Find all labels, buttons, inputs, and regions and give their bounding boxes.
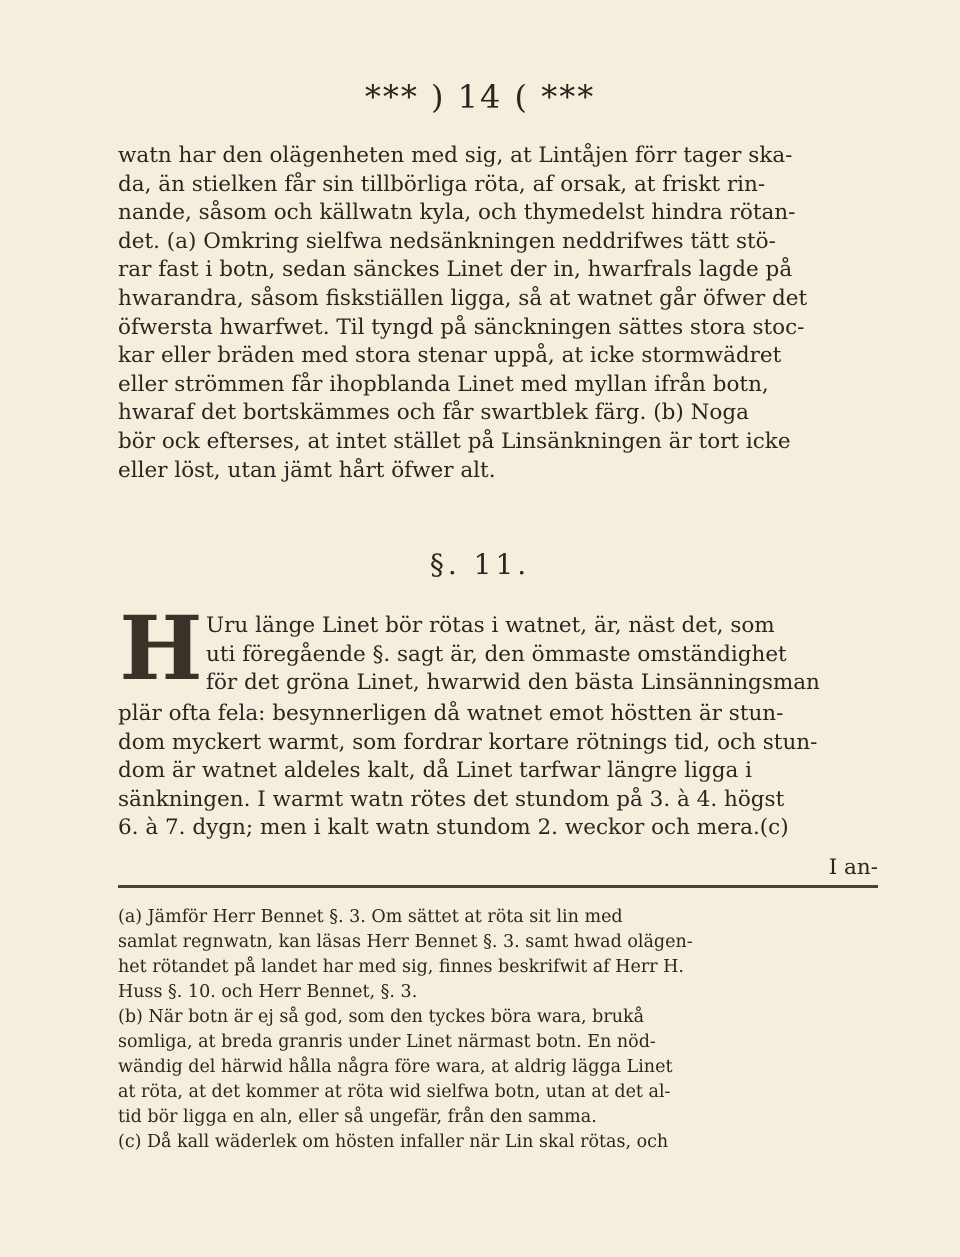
footnote-line: het rötandet på landet har med sig, finnes beskrifwit af Herr H. — [118, 957, 684, 977]
text-line: dom är watnet aldeles kalt, då Linet tarfwar längre ligga i — [118, 758, 753, 784]
text-line: bör ock efterses, at intet stället på Linsänkningen är tort icke — [118, 428, 791, 454]
footnote-line: tid bör ligga en aln, eller så ungefär, från den samma. — [118, 1107, 597, 1127]
text-line: rar fast i botn, sedan sänckes Linet der in, hwarfrals lagde på — [118, 257, 793, 283]
footnote-line: somliga, at breda granris under Linet närmast botn. En nöd- — [118, 1032, 656, 1052]
paragraph-2 — [118, 700, 878, 843]
text-line: kar eller bräden med stora stenar uppå, at icke stormwädret — [118, 343, 782, 369]
text-line: Uru länge Linet bör rötas i watnet, är, näst det, som — [206, 613, 775, 638]
paragraph-1 — [118, 142, 878, 485]
footnotes — [118, 905, 878, 1155]
text-line: plär ofta fela: besynnerligen då watnet emot höstten är stun- — [118, 701, 784, 726]
paragraph-2-opening — [206, 612, 878, 698]
text-line: öfwersta hwarfwet. Til tyngd på sänckningen sättes stora stoc- — [118, 314, 805, 340]
text-line: sänkningen. I warmt watn rötes det stundom på 3. à 4. högst — [118, 786, 785, 812]
section-title: §. 11. — [429, 548, 531, 581]
footnote-line: at röta, at det kommer at röta wid sielfwa botn, utan at det al- — [118, 1082, 671, 1102]
text-line: dom myckert warmt, som fordrar kortare rötnings tid, och stun- — [118, 729, 818, 755]
text-line: nande, såsom och källwatn kyla, och thymedelst hindra rötan- — [118, 200, 796, 226]
footnote-line: (c) Då kall wäderlek om hösten infaller när Lin skal rötas, och — [118, 1132, 669, 1152]
text-line: det. (a) Omkring sielfwa nedsänkningen neddrifwes tätt stö- — [118, 228, 776, 254]
text-line: da, än stielken får sin tillbörliga röta, af orsak, at friskt rin- — [118, 171, 766, 197]
catchword: I an- — [828, 855, 878, 880]
footnote-line: (a) Jämför Herr Bennet §. 3. Om sättet at röta sit lin med — [118, 907, 623, 927]
text-line: watn har den olägenheten med sig, at Lintåjen förr tager ska- — [118, 143, 793, 168]
text-line: hwaraf det bortskämmes och får swartblek färg. (b) Noga — [118, 400, 749, 426]
page-header: *** ) 14 ( *** — [364, 78, 596, 116]
footnote-line: samlat regnwatn, kan läsas Herr Bennet §. 3. samt hwad olägen- — [118, 932, 693, 952]
text-line: 6. à 7. dygn; men i kalt watn stundom 2. weckor och mera.(c) — [118, 815, 789, 841]
footnote-divider — [118, 885, 878, 888]
footnote-line: (b) När botn är ej så god, som den tyckes böra wara, brukå — [118, 1007, 645, 1027]
text-line: eller strömmen får ihopblanda Linet med myllan ifrån botn, — [118, 371, 769, 397]
footnote-line: wändig del härwid hålla några före wara, at aldrig lägga Linet — [118, 1057, 673, 1077]
text-line: för det gröna Linet, hwarwid den bästa Linsänningsman — [206, 670, 820, 696]
decorated-initial: H — [119, 596, 203, 700]
text-line: hwarandra, såsom fiskstiällen ligga, så at watnet går öfwer det — [118, 285, 808, 311]
text-line: uti föregående §. sagt är, den ömmaste omständighet — [206, 641, 787, 667]
text-line: eller löst, utan jämt hårt öfwer alt. — [118, 457, 496, 483]
footnote-line: Huss §. 10. och Herr Bennet, §. 3. — [118, 982, 418, 1002]
